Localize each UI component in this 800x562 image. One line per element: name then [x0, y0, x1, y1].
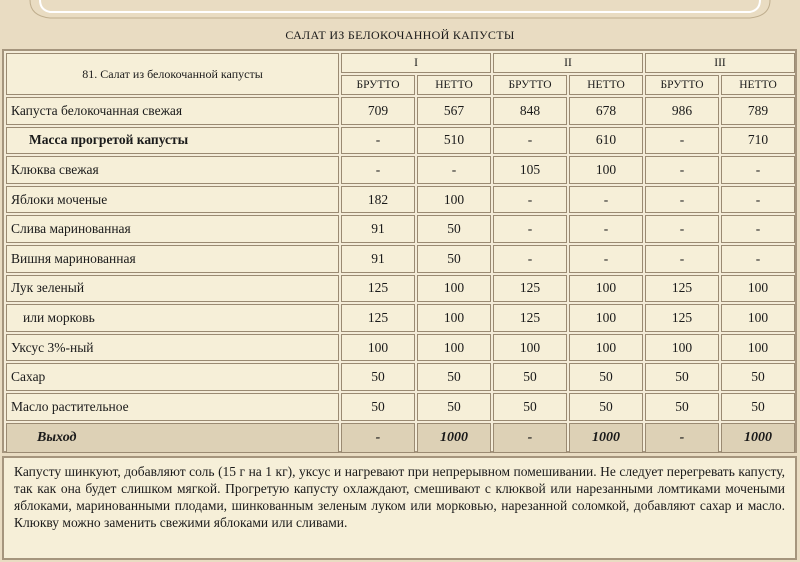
ingredient-value: -	[645, 156, 719, 184]
ingredient-value: -	[569, 245, 643, 273]
column-header-3: III	[645, 53, 795, 73]
total-value: -	[493, 423, 567, 453]
table-row	[6, 156, 795, 184]
ingredient-value: 100	[569, 156, 643, 184]
ingredient-value: -	[417, 156, 491, 184]
ingredient-name: Слива маринованная	[6, 215, 339, 243]
ingredient-value: -	[721, 215, 795, 243]
total-value: 1000	[569, 423, 643, 453]
ingredient-value: 91	[341, 215, 415, 243]
ingredient-value: 100	[721, 275, 795, 303]
ingredient-value: 100	[645, 334, 719, 362]
ingredient-value: -	[341, 127, 415, 155]
ingredient-value: 100	[721, 334, 795, 362]
ingredient-value: 125	[645, 275, 719, 303]
ingredient-value: 50	[721, 363, 795, 391]
ingredient-name: Масса прогретой капусты	[6, 127, 339, 155]
total-value: -	[645, 423, 719, 453]
ingredient-value: -	[645, 245, 719, 273]
ingredient-value: -	[493, 245, 567, 273]
ingredient-value: 510	[417, 127, 491, 155]
table-row	[6, 363, 795, 391]
subheader-brutto: БРУТТО	[341, 75, 415, 95]
page-title: САЛАТ ИЗ БЕЛОКОЧАННОЙ КАПУСТЫ	[285, 28, 515, 42]
ingredient-value: 91	[341, 245, 415, 273]
ingredient-value: -	[721, 245, 795, 273]
ingredient-name: Яблоки моченые	[6, 186, 339, 214]
total-value: -	[341, 423, 415, 453]
subheader-netto: НЕТТО	[721, 75, 795, 95]
table-row	[6, 215, 795, 243]
ingredient-value: 709	[341, 97, 415, 125]
table-row	[6, 97, 795, 125]
ingredient-value: 678	[569, 97, 643, 125]
ingredient-value: 100	[341, 334, 415, 362]
ingredient-value: 50	[569, 363, 643, 391]
ingredient-value: 125	[341, 304, 415, 332]
ingredient-value: 50	[645, 363, 719, 391]
ingredient-value: -	[721, 186, 795, 214]
ingredient-value: 50	[721, 393, 795, 421]
recipe-table	[4, 51, 797, 455]
top-ornament-border	[0, 0, 800, 22]
total-row	[6, 423, 795, 453]
ingredient-value: 125	[341, 275, 415, 303]
ingredient-value: 848	[493, 97, 567, 125]
subheader-brutto: БРУТТО	[645, 75, 719, 95]
ingredient-value: 100	[417, 304, 491, 332]
ingredient-value: -	[645, 215, 719, 243]
total-value: 1000	[417, 423, 491, 453]
ingredient-value: 986	[645, 97, 719, 125]
ingredient-value: 100	[493, 334, 567, 362]
subheader-netto: НЕТТО	[417, 75, 491, 95]
ingredient-value: -	[493, 215, 567, 243]
ingredient-value: 610	[569, 127, 643, 155]
table-row	[6, 127, 795, 155]
ingredient-name: Уксус 3%-ный	[6, 334, 339, 362]
ingredient-value: 50	[569, 393, 643, 421]
ingredient-value: 100	[569, 304, 643, 332]
recipe-description: Капусту шинкуют, добавляют соль (15 г на 1 кг), уксус и нагревают при непрерывном помешивании. Не следует перегревать капусту, так как она будет слишком мягкой. Прогретую капусту охлаждают, смешивают с клюквой или нарезанными ломтиками мочеными яблоками, маринованными плодами, шинкованным зеленым луком или морковью, нарезанной соломкой, добавляют сахар и масло. Клюкву можно заменить свежими яблоками или сливами.	[2, 456, 797, 560]
total-value: 1000	[721, 423, 795, 453]
table-row	[6, 245, 795, 273]
ingredient-value: 100	[417, 186, 491, 214]
ingredient-name: или морковь	[6, 304, 339, 332]
ingredient-value: 710	[721, 127, 795, 155]
ingredient-value: -	[493, 186, 567, 214]
ingredient-value: -	[569, 215, 643, 243]
ingredient-name: Сахар	[6, 363, 339, 391]
ingredient-name: Вишня маринованная	[6, 245, 339, 273]
ingredient-value: 50	[645, 393, 719, 421]
table-row	[6, 275, 795, 303]
ingredient-value: -	[341, 156, 415, 184]
ingredient-value: 100	[417, 275, 491, 303]
ingredient-value: -	[645, 127, 719, 155]
ingredient-value: 50	[417, 215, 491, 243]
ingredient-value: 100	[569, 275, 643, 303]
ingredient-name: Лук зеленый	[6, 275, 339, 303]
table-row	[6, 304, 795, 332]
ingredient-value: 50	[493, 393, 567, 421]
subheader-brutto: БРУТТО	[493, 75, 567, 95]
ingredient-name: Клюква свежая	[6, 156, 339, 184]
ingredient-value: 50	[417, 245, 491, 273]
table-row	[6, 334, 795, 362]
ingredient-value: 50	[417, 393, 491, 421]
table-row	[6, 186, 795, 214]
ingredient-value: 182	[341, 186, 415, 214]
ingredient-value: 100	[569, 334, 643, 362]
ingredient-value: -	[721, 156, 795, 184]
dish-header: 81. Салат из белокочанной капусты	[6, 53, 339, 95]
ingredient-value: 50	[341, 393, 415, 421]
ingredient-value: -	[645, 186, 719, 214]
ingredient-name: Масло растительное	[6, 393, 339, 421]
ingredient-value: 567	[417, 97, 491, 125]
ingredient-value: 100	[417, 334, 491, 362]
ingredient-value: 50	[493, 363, 567, 391]
ingredient-value: 100	[721, 304, 795, 332]
subheader-netto: НЕТТО	[569, 75, 643, 95]
ingredient-value: 125	[645, 304, 719, 332]
ingredient-value: 789	[721, 97, 795, 125]
ingredient-value: 50	[417, 363, 491, 391]
ingredient-value: 125	[493, 304, 567, 332]
ingredient-value: 50	[341, 363, 415, 391]
ingredient-value: -	[493, 127, 567, 155]
column-header-2: II	[493, 53, 643, 73]
table-row	[6, 393, 795, 421]
column-header-1: I	[341, 53, 491, 73]
ingredient-value: 125	[493, 275, 567, 303]
ingredient-value: 105	[493, 156, 567, 184]
total-label: Выход	[6, 423, 339, 453]
ingredient-value: -	[569, 186, 643, 214]
ingredient-name: Капуста белокочанная свежая	[6, 97, 339, 125]
